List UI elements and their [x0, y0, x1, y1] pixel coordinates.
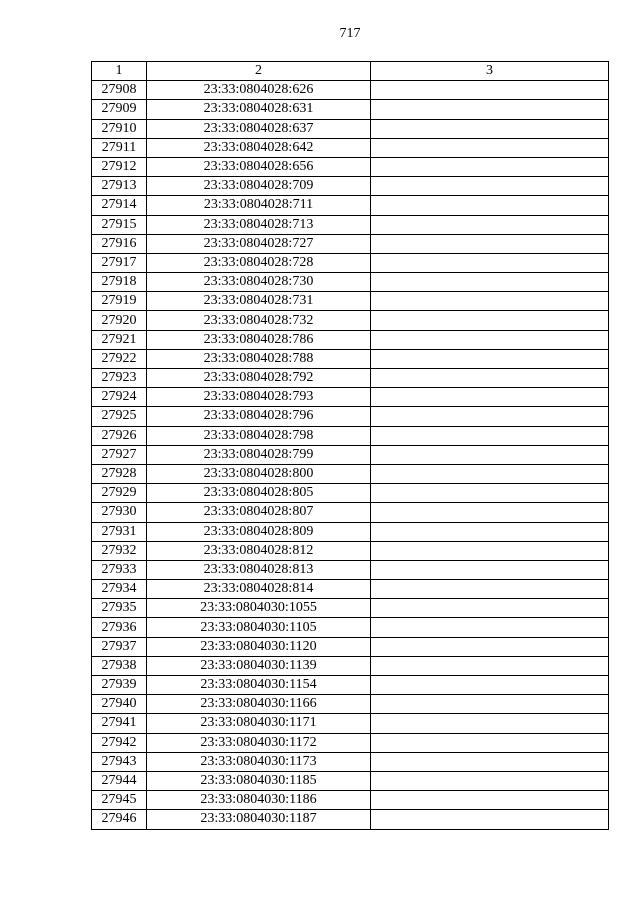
table-row: [92, 369, 609, 388]
note-cell: [371, 445, 609, 464]
cadastral-number-cell: 23:33:0804030:1172: [147, 733, 371, 752]
note-cell: [371, 81, 609, 100]
row-number-cell: 27924: [92, 388, 147, 407]
row-number-cell: 27911: [92, 138, 147, 157]
note-cell: [371, 234, 609, 253]
table-row: [92, 234, 609, 253]
row-number-cell: 27918: [92, 273, 147, 292]
cadastral-number-cell: 23:33:0804030:1173: [147, 752, 371, 771]
note-cell: [371, 215, 609, 234]
row-number-cell: 27925: [92, 407, 147, 426]
table-row: [92, 100, 609, 119]
note-cell: [371, 407, 609, 426]
row-number-cell: 27913: [92, 177, 147, 196]
cadastral-number-cell: 23:33:0804028:786: [147, 330, 371, 349]
note-cell: [371, 580, 609, 599]
table-row: [92, 752, 609, 771]
table-row: [92, 215, 609, 234]
table-row: [92, 138, 609, 157]
note-cell: [371, 138, 609, 157]
cadastral-number-cell: 23:33:0804028:814: [147, 580, 371, 599]
note-cell: [371, 522, 609, 541]
cadastral-number-cell: 23:33:0804028:813: [147, 560, 371, 579]
row-number-cell: 27931: [92, 522, 147, 541]
row-number-cell: 27943: [92, 752, 147, 771]
cadastral-number-cell: 23:33:0804028:792: [147, 369, 371, 388]
row-number-cell: 27921: [92, 330, 147, 349]
cadastral-number-cell: 23:33:0804028:711: [147, 196, 371, 215]
note-cell: [371, 273, 609, 292]
note-cell: [371, 369, 609, 388]
note-cell: [371, 484, 609, 503]
table-row: [92, 791, 609, 810]
row-number-cell: 27942: [92, 733, 147, 752]
note-cell: [371, 541, 609, 560]
row-number-cell: 27922: [92, 349, 147, 368]
cadastral-number-cell: 23:33:0804028:731: [147, 292, 371, 311]
note-cell: [371, 503, 609, 522]
note-cell: [371, 426, 609, 445]
cadastral-number-cell: 23:33:0804028:807: [147, 503, 371, 522]
row-number-cell: 27938: [92, 656, 147, 675]
note-cell: [371, 771, 609, 790]
row-number-cell: 27928: [92, 464, 147, 483]
table-row: [92, 292, 609, 311]
table-body: [92, 81, 609, 829]
page-number: 717: [339, 26, 361, 41]
cadastral-number-cell: 23:33:0804028:631: [147, 100, 371, 119]
cadastral-number-cell: 23:33:0804028:799: [147, 445, 371, 464]
table-row: [92, 177, 609, 196]
note-cell: [371, 810, 609, 829]
row-number-cell: 27927: [92, 445, 147, 464]
table-row: [92, 196, 609, 215]
table-row: [92, 771, 609, 790]
note-cell: [371, 464, 609, 483]
cadastral-number-cell: 23:33:0804030:1186: [147, 791, 371, 810]
note-cell: [371, 100, 609, 119]
table-row: [92, 656, 609, 675]
row-number-cell: 27937: [92, 637, 147, 656]
table-row: [92, 445, 609, 464]
row-number-cell: 27930: [92, 503, 147, 522]
cadastral-number-cell: 23:33:0804028:798: [147, 426, 371, 445]
table-row: [92, 388, 609, 407]
table-row: [92, 253, 609, 272]
note-cell: [371, 157, 609, 176]
cadastral-number-cell: 23:33:0804028:732: [147, 311, 371, 330]
table-row: [92, 580, 609, 599]
cadastral-number-cell: 23:33:0804030:1187: [147, 810, 371, 829]
cadastral-number-cell: 23:33:0804028:812: [147, 541, 371, 560]
row-number-cell: 27912: [92, 157, 147, 176]
table-row: [92, 714, 609, 733]
column-header-1: 1: [92, 62, 147, 81]
cadastral-number-cell: 23:33:0804028:796: [147, 407, 371, 426]
row-number-cell: 27910: [92, 119, 147, 138]
table-row: [92, 733, 609, 752]
cadastral-number-cell: 23:33:0804030:1055: [147, 599, 371, 618]
cadastral-number-cell: 23:33:0804028:713: [147, 215, 371, 234]
note-cell: [371, 695, 609, 714]
row-number-cell: 27909: [92, 100, 147, 119]
cadastral-number-cell: 23:33:0804028:730: [147, 273, 371, 292]
row-number-cell: 27934: [92, 580, 147, 599]
row-number-cell: 27932: [92, 541, 147, 560]
note-cell: [371, 349, 609, 368]
row-number-cell: 27914: [92, 196, 147, 215]
row-number-cell: 27933: [92, 560, 147, 579]
table-row: [92, 618, 609, 637]
row-number-cell: 27923: [92, 369, 147, 388]
table-row: [92, 676, 609, 695]
note-cell: [371, 676, 609, 695]
row-number-cell: 27908: [92, 81, 147, 100]
row-number-cell: 27916: [92, 234, 147, 253]
table-row: [92, 810, 609, 829]
table-row: [92, 81, 609, 100]
row-number-cell: 27917: [92, 253, 147, 272]
table-row: [92, 599, 609, 618]
note-cell: [371, 311, 609, 330]
table-row: [92, 157, 609, 176]
table-row: [92, 407, 609, 426]
row-number-cell: 27945: [92, 791, 147, 810]
table-row: [92, 119, 609, 138]
table-row: [92, 522, 609, 541]
row-number-cell: 27920: [92, 311, 147, 330]
cadastral-number-cell: 23:33:0804030:1166: [147, 695, 371, 714]
note-cell: [371, 119, 609, 138]
table-row: [92, 311, 609, 330]
row-number-cell: 27936: [92, 618, 147, 637]
note-cell: [371, 177, 609, 196]
row-number-cell: 27939: [92, 676, 147, 695]
table-row: [92, 426, 609, 445]
table-row: [92, 560, 609, 579]
cadastral-number-cell: 23:33:0804028:728: [147, 253, 371, 272]
cadastral-number-cell: 23:33:0804030:1139: [147, 656, 371, 675]
cadastral-number-cell: 23:33:0804028:656: [147, 157, 371, 176]
column-header-3: 3: [371, 62, 609, 81]
note-cell: [371, 791, 609, 810]
note-cell: [371, 714, 609, 733]
cadastral-number-cell: 23:33:0804028:805: [147, 484, 371, 503]
note-cell: [371, 599, 609, 618]
table-header-row: [92, 62, 609, 81]
note-cell: [371, 752, 609, 771]
row-number-cell: 27935: [92, 599, 147, 618]
cadastral-number-cell: 23:33:0804030:1154: [147, 676, 371, 695]
table-row: [92, 637, 609, 656]
note-cell: [371, 196, 609, 215]
cadastral-number-cell: 23:33:0804028:800: [147, 464, 371, 483]
cadastral-number-cell: 23:33:0804028:788: [147, 349, 371, 368]
cadastral-number-cell: 23:33:0804028:727: [147, 234, 371, 253]
cadastral-number-cell: 23:33:0804030:1185: [147, 771, 371, 790]
cadastral-number-cell: 23:33:0804028:709: [147, 177, 371, 196]
table-row: [92, 484, 609, 503]
note-cell: [371, 637, 609, 656]
note-cell: [371, 560, 609, 579]
row-number-cell: 27944: [92, 771, 147, 790]
cadastral-number-cell: 23:33:0804028:626: [147, 81, 371, 100]
cadastral-number-cell: 23:33:0804028:642: [147, 138, 371, 157]
row-number-cell: 27919: [92, 292, 147, 311]
table-row: [92, 695, 609, 714]
row-number-cell: 27941: [92, 714, 147, 733]
row-number-cell: 27926: [92, 426, 147, 445]
note-cell: [371, 656, 609, 675]
cadastral-number-cell: 23:33:0804028:809: [147, 522, 371, 541]
table-row: [92, 273, 609, 292]
register-table: [91, 61, 609, 830]
row-number-cell: 27915: [92, 215, 147, 234]
column-header-2: 2: [147, 62, 371, 81]
cadastral-number-cell: 23:33:0804028:793: [147, 388, 371, 407]
row-number-cell: 27946: [92, 810, 147, 829]
row-number-cell: 27940: [92, 695, 147, 714]
table-row: [92, 349, 609, 368]
note-cell: [371, 618, 609, 637]
cadastral-number-cell: 23:33:0804030:1171: [147, 714, 371, 733]
table-row: [92, 541, 609, 560]
cadastral-number-cell: 23:33:0804028:637: [147, 119, 371, 138]
note-cell: [371, 388, 609, 407]
row-number-cell: 27929: [92, 484, 147, 503]
cadastral-number-cell: 23:33:0804030:1120: [147, 637, 371, 656]
note-cell: [371, 330, 609, 349]
table-row: [92, 330, 609, 349]
note-cell: [371, 253, 609, 272]
table-row: [92, 503, 609, 522]
note-cell: [371, 733, 609, 752]
cadastral-number-cell: 23:33:0804030:1105: [147, 618, 371, 637]
table-row: [92, 464, 609, 483]
note-cell: [371, 292, 609, 311]
